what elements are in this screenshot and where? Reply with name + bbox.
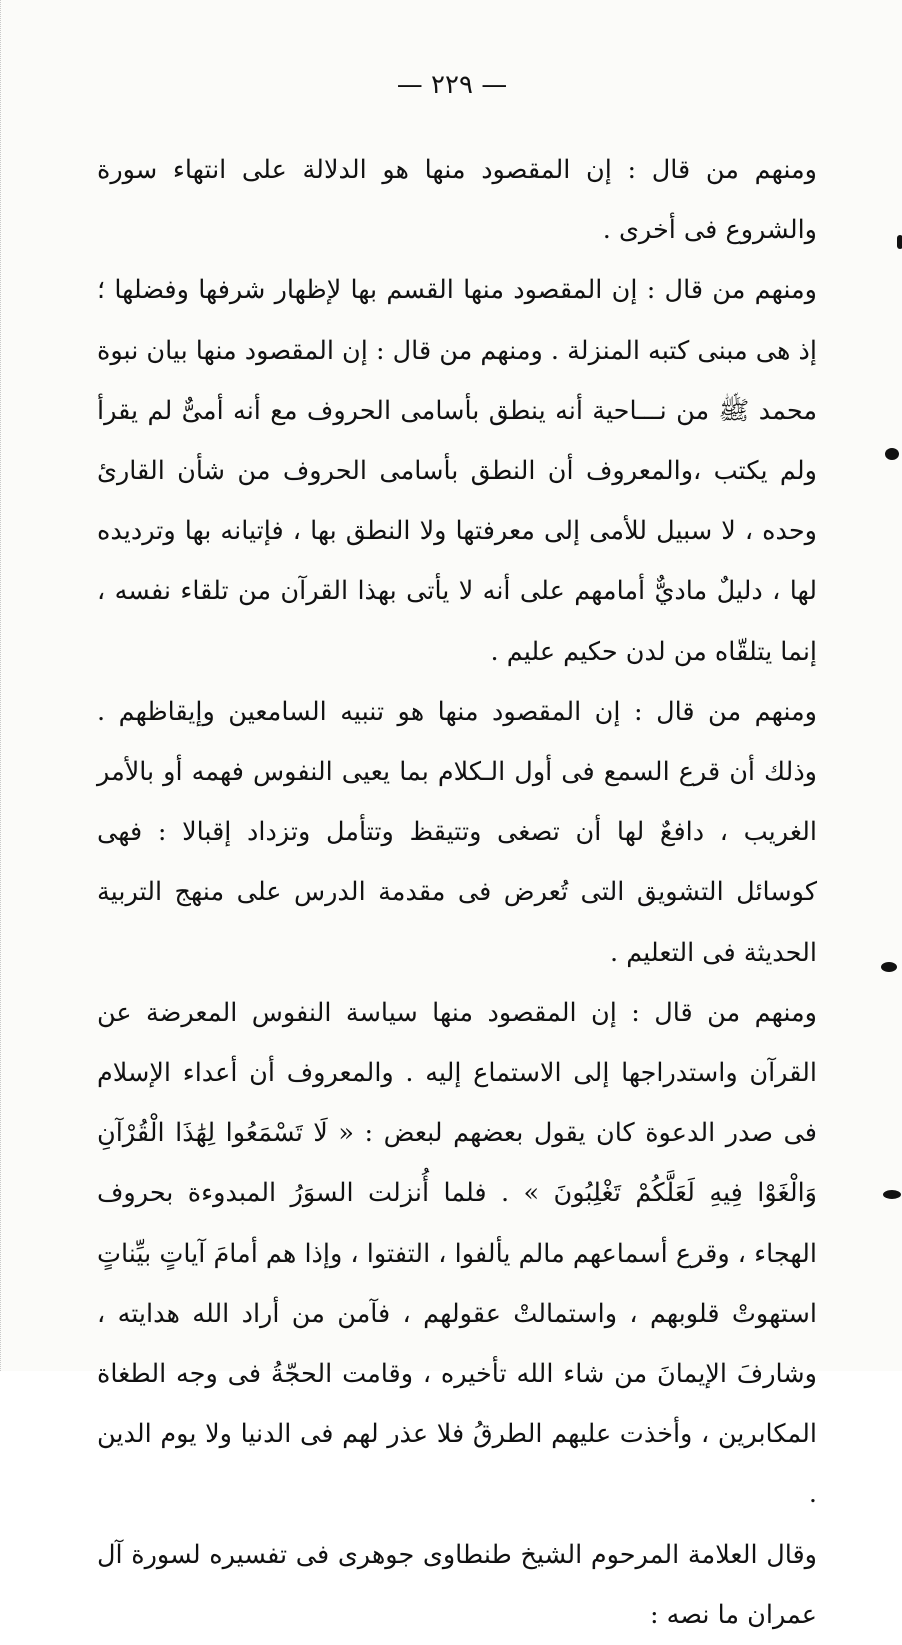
scan-speck xyxy=(897,235,902,249)
paragraph-1: ومنهم من قال : إن المقصود منها هو الدلالة على انتهاء سورة والشروع فى أخرى . xyxy=(97,155,817,246)
scan-speck xyxy=(881,962,897,972)
paragraph-5: وقال العلامة المرحوم الشيخ طنطاوى جوهرى فى تفسيره لسورة آل عمران ما نصه : xyxy=(97,1539,817,1630)
scan-speck xyxy=(883,1190,901,1199)
paragraph-4: ومنهم من قال : إن المقصود منها سياسة النفوس المعرضة عن القرآن واستدراجها إلى الاستماع إليه . والمعروف أن أعداء الإسلام فى صدر الدعوة كان يقول بعضهم لبعض : « لَا تَسْمَعُوا لِهَٰذَا الْقُرْآنِ وَالْغَوْا فِيهِ لَعَلَّكُمْ تَغْلِبُونَ » . فلما أُنزلت السوَرُ المبدوءة بحروف الهجاء ، وقرع أسماعهم مالم يألفوا ، التفتوا ، وإذا هم أمامَ آياتٍ بيِّناتٍ استهوتْ قلوبهم ، واستمالتْ عقولهم ، فآمن من أراد الله هدايته ، وشارفَ الإيمانَ من شاء الله تأخيره ، وقامت الحجّةُ فى وجه الطغاة المكابرين ، وأخذت عليهم الطرقُ فلا عذر لهم فى الدنيا ولا يوم الدين . xyxy=(97,997,817,1510)
paragraph-2: ومنهم من قال : إن المقصود منها القسم بها لإظهار شرفها وفضلها ؛ إذ هى مبنى كتبه المنزلة . ومنهم من قال : إن المقصود منها بيان نبوة محمد ﷺ من نـــاحية أنه ينطق بأسامى الحروف مع أنه أمىٌّ لم يقرأ ولم يكتب ،والمعروف أن النطق بأسامى الحروف من شأن القارئ وحده ، لا سبيل للأمى إلى معرفتها ولا النطق بها ، فإتيانه بها وترديده لها ، دليلٌ ماديٌّ أمامهم على أنه لا يأتى بهذا القرآن من تلقاء نفسه ، إنما يتلقّاه من لدن حكيم عليم . xyxy=(96,275,817,667)
paragraph-3: ومنهم من قال : إن المقصود منها هو تنبيه السامعين وإيقاظهم . وذلك أن قرع السمع فى أول الـكلام بما يعيى النفوس فهمه أو بالأمر الغريب ، دافعٌ لها أن تصغى وتتيقظ وتتأمل وتزداد إقبالا : فهى كوسائل التشويق التى تُعرض فى مقدمة الدرس على منهج التربية الحديثة فى التعليم . xyxy=(97,696,817,968)
page-number: — ٢٢٩ — xyxy=(396,70,508,100)
scan-speck xyxy=(885,448,899,460)
page-body xyxy=(97,140,817,1645)
